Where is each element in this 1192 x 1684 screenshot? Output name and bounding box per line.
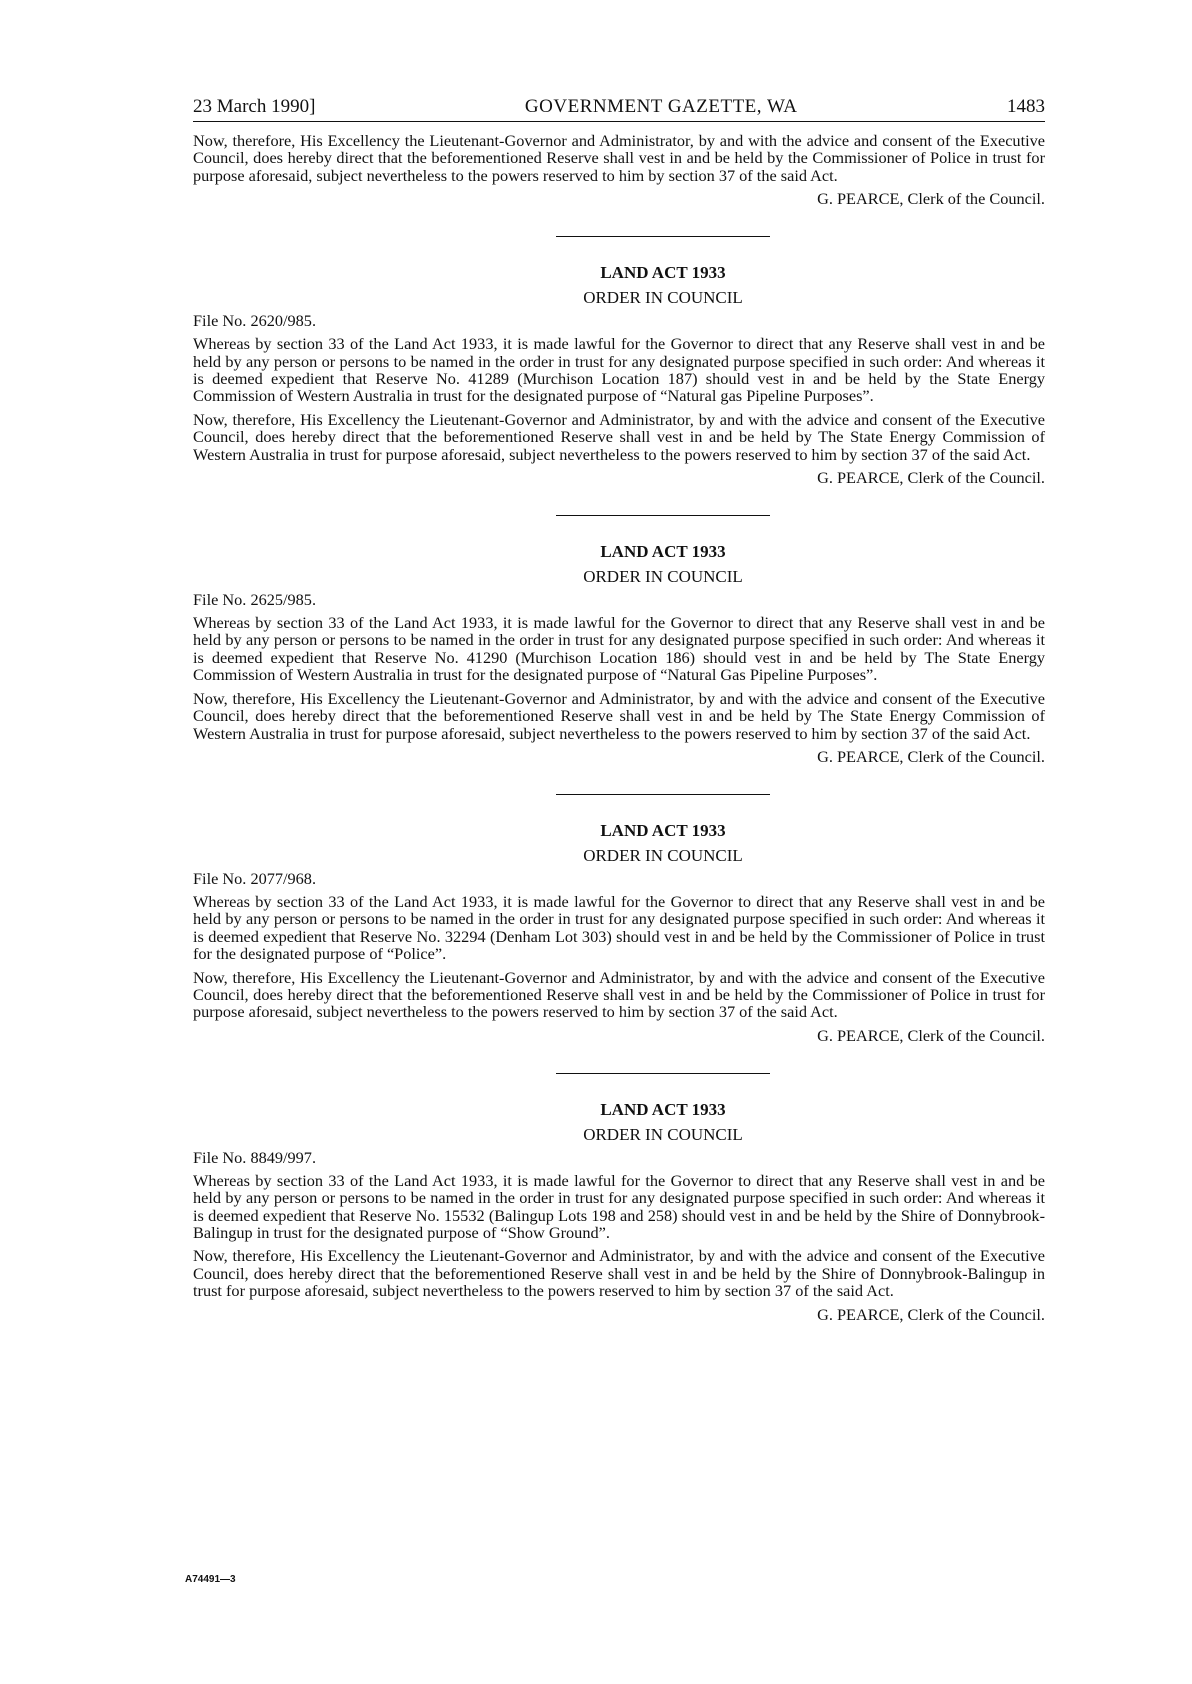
section-divider (556, 794, 770, 795)
issue-date: 23 March 1990] (193, 96, 316, 117)
page-number: 1483 (1007, 96, 1045, 117)
publication-title: GOVERNMENT GAZETTE, WA (524, 96, 798, 117)
signature: G. PEARCE, Clerk of the Council. (817, 468, 1045, 488)
therefore-paragraph: Now, therefore, His Excellency the Lieutenant-Governor and Administrator, by and with the advice and consent of the Executive Council, does hereby direct that the beforementioned Reserve shall vest in and be held by The State Energy Commission of Western Australia in trust for purpose aforesaid, subject nevertheless to the powers reserved to him by section 37 of the said Act. (193, 688, 1045, 743)
whereas-paragraph: Whereas by section 33 of the Land Act 1933, it is made lawful for the Governor to direct that any Reserve shall vest in and be held by any person or persons to be named in the order in trust for any designated purpose specified in such order: And whereas it is deemed expedient that Reserve No. 41289 (Murchison Location 187) should vest in and be held by the State Energy Commission of Western Australia in trust for the designated purpose of “Natural gas Pipeline Purposes”. (193, 334, 1045, 406)
order-subheading: ORDER IN COUNCIL (583, 845, 743, 865)
signature: G. PEARCE, Clerk of the Council. (817, 1025, 1045, 1045)
order-subheading: ORDER IN COUNCIL (583, 288, 743, 308)
signature: G. PEARCE, Clerk of the Council. (817, 189, 1045, 209)
whereas-paragraph: Whereas by section 33 of the Land Act 1933, it is made lawful for the Governor to direct that any Reserve shall vest in and be held by any person or persons to be named in the order in trust for any designated purpose specified in such order: And whereas it is deemed expedient that Reserve No. 32294 (Denham Lot 303) should vest in and be held by the Commissioner of Police in trust for the designated purpose of “Police”. (193, 891, 1045, 964)
file-number: File No. 8849/997. (193, 1147, 317, 1167)
act-heading: LAND ACT 1933 (600, 820, 726, 840)
signature: G. PEARCE, Clerk of the Council. (817, 746, 1045, 766)
signature: G. PEARCE, Clerk of the Council. (817, 1304, 1045, 1324)
order-subheading: ORDER IN COUNCIL (583, 1124, 743, 1144)
act-heading: LAND ACT 1933 (600, 1099, 726, 1119)
section-divider (556, 1073, 770, 1074)
continued-paragraph: Now, therefore, His Excellency the Lieutenant-Governor and Administrator, by and with the advice and consent of the Executive Council, does hereby direct that the beforementioned Reserve shall vest in and be held by the Commissioner of Police in trust for purpose aforesaid, subject nevertheless to the powers reserved to him by section 37 of the said Act. (193, 131, 1045, 185)
section-divider (556, 515, 770, 516)
file-number: File No. 2077/968. (193, 868, 317, 888)
therefore-paragraph: Now, therefore, His Excellency the Lieutenant-Governor and Administrator, by and with the advice and consent of the Executive Council, does hereby direct that the beforementioned Reserve shall vest in and be held by the Commissioner of Police in trust for purpose aforesaid, subject nevertheless to the powers reserved to him by section 37 of the said Act. (193, 967, 1045, 1022)
file-number: File No. 2620/985. (193, 311, 317, 331)
act-heading: LAND ACT 1933 (600, 542, 726, 562)
print-code: A74491—3 (185, 1574, 236, 1585)
section-divider (556, 236, 770, 237)
page-header (193, 96, 1045, 122)
whereas-paragraph: Whereas by section 33 of the Land Act 1933, it is made lawful for the Governor to direct that any Reserve shall vest in and be held by any person or persons to be named in the order in trust for any designated purpose specified in such order: And whereas it is deemed expedient that Reserve No. 41290 (Murchison Location 186) should vest in and be held by The State Energy Commission of Western Australia in trust for the designated purpose of “Natural Gas Pipeline Purposes”. (193, 613, 1045, 685)
whereas-paragraph: Whereas by section 33 of the Land Act 1933, it is made lawful for the Governor to direct that any Reserve shall vest in and be held by any person or persons to be named in the order in trust for any designated purpose specified in such order: And whereas it is deemed expedient that Reserve No. 15532 (Balingup Lots 198 and 258) should vest in and be held by the Shire of Donnybrook-Balingup in trust for the designated purpose of “Show Ground”. (193, 1170, 1045, 1242)
gazette-page (193, 96, 1045, 1324)
order-subheading: ORDER IN COUNCIL (583, 567, 743, 587)
file-number: File No. 2625/985. (193, 590, 317, 610)
therefore-paragraph: Now, therefore, His Excellency the Lieutenant-Governor and Administrator, by and with the advice and consent of the Executive Council, does hereby direct that the beforementioned Reserve shall vest in and be held by the Shire of Donnybrook-Balingup in trust for purpose aforesaid, subject nevertheless to the powers reserved to him by section 37 of the said Act. (193, 1246, 1045, 1301)
act-heading: LAND ACT 1933 (600, 263, 726, 283)
therefore-paragraph: Now, therefore, His Excellency the Lieutenant-Governor and Administrator, by and with the advice and consent of the Executive Council, does hereby direct that the beforementioned Reserve shall vest in and be held by The State Energy Commission of Western Australia in trust for purpose aforesaid, subject nevertheless to the powers reserved to him by section 37 of the said Act. (193, 409, 1045, 464)
